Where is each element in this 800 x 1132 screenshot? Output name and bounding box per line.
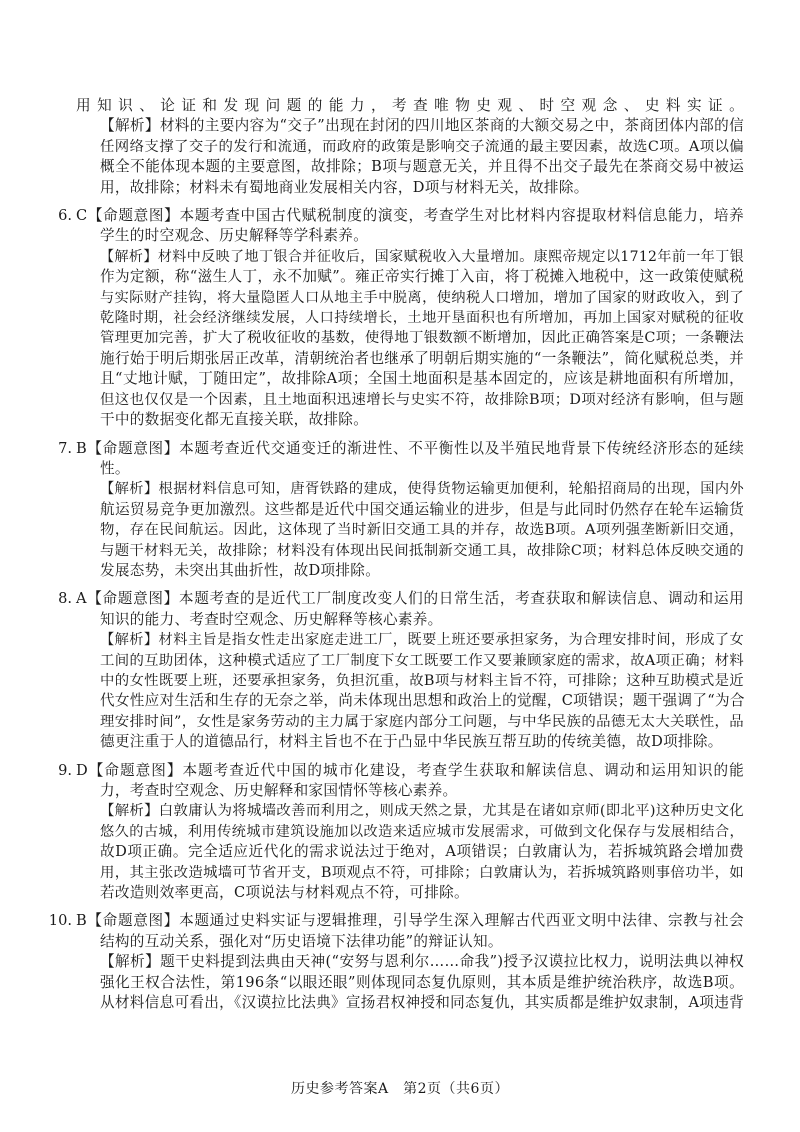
text-line: 但这也仅仅是一个因素，且土地面积迅速增长与史实不符，故排除B项；D项对经济有影响，但与题 — [100, 391, 744, 408]
text-line: A【命题意图】本题考查的是近代工厂制度改变人们的日常生活，考查获取和解读信息、调动和运用 — [76, 590, 744, 608]
text-line: 发展态势，未突出其曲折性，故D项排除。 — [100, 561, 381, 579]
intro-block — [76, 96, 744, 198]
question-9 — [58, 761, 744, 904]
text-line: 力，考查时空观念、历史解释和家国情怀等核心素养。 — [100, 782, 458, 799]
text-line: C【命题意图】本题考查中国古代赋税制度的演变，考查学生对比材料内容提取材料信息能力，培养 — [76, 207, 744, 225]
text-line: 【解析】材料的主要内容为“交子”出现在封闭的四川地区茶商的大额交易之中，茶商团体内部的信 — [100, 117, 744, 135]
text-line: 任网络支撑了交子的发行和流通，而政府的政策是影响交子流通的最主要因素，故选C项。A项以偏 — [100, 138, 744, 155]
text-line: B【命题意图】本题考查近代交通变迁的渐进性、不平衡性以及半殖民地背景下传统经济形态的延续 — [76, 439, 744, 457]
question-number: 6. — [58, 207, 72, 225]
text-line: D【命题意图】本题考查近代中国的城市化建设，考查学生获取和解读信息、调动和运用知识的能 — [76, 761, 744, 779]
page-footer: 历史参考答案A 第2页（共6页） — [291, 1081, 509, 1097]
text-line: 结构的互动关系，强化对“历史语境下法律功能”的辩证认知。 — [100, 932, 503, 950]
question-10 — [48, 911, 744, 1013]
text-line: 乾隆时期，社会经济继续发展，人口持续增长，土地开垦面积也有所增加，再加上国家对赋税的征收 — [100, 310, 744, 327]
text-line: 中的女性既要上班，还要承担家务，负担沉重，故B项与材料主旨不符，可排除；这种互助模式是近 — [100, 672, 744, 689]
text-line: 与题干材料无关，故排除；材料没有体现出民间抵制新交通工具，故排除C项；材料总体反映交通的 — [100, 542, 744, 559]
text-line: 概全不能体现本题的主要意图，故排除；B项与题意无关，并且得不出交子最先在茶商交易中被运 — [100, 158, 744, 176]
question-number: 7. — [58, 439, 72, 457]
text-line: 干中的数据变化都无直接关联，故排除。 — [100, 411, 369, 429]
text-line: 【解析】材料主旨是指女性走出家庭走进工厂，既要上班还要承担家务，为合理安排时间，形成了女 — [100, 632, 744, 649]
text-line: 若改造则效率更高，C项说法与材料观点不符，可排除。 — [100, 884, 469, 902]
text-line: 知识的能力、考查时空观念、历史解释等核心素养。 — [100, 610, 443, 628]
text-line: 【解析】白敦庸认为将城墙改善而利用之，则成天然之景，尤其是在诸如京师(即北平)这种历史文化 — [100, 803, 744, 820]
question-number: 9. — [58, 761, 72, 779]
text-line: 从材料信息可看出，《汉谟拉比法典》宣扬君权神授和同态复仇，其实质都是维护奴隶制，A项违背 — [100, 994, 744, 1012]
text-line: 悠久的古城，利用传统城市建筑设施加以改造来适应城市发展需求，可做到文化保存与发展相结合， — [100, 823, 744, 840]
text-line: 施行始于明后期张居正改革，清朝统治者也继承了明朝后期实施的“一条鞭法”，简化赋税总类，并 — [100, 349, 744, 367]
text-line: 【解析】根据材料信息可知，唐胥铁路的建成，使得货物运输更加便利，轮船招商局的出现，国内外 — [100, 481, 744, 498]
text-line: 学生的时空观念、历史解释等学科素养。 — [100, 227, 369, 245]
text-line: 工间的互助团体，这种模式适应了工厂制度下女工既要工作又要兼顾家庭的需求，故A项正确；材料 — [100, 652, 744, 669]
text-line: 代女性应对生活和生存的无奈之举，尚未体现出思想和政治上的觉醒，C项错误；题干强调了“为合 — [100, 692, 745, 710]
text-line: 性。 — [100, 459, 130, 477]
text-line: 航运贸易竞争更加激烈。这些都是近代中国交通运输业的进步，但是与此同时仍然存在轮车运输货 — [100, 500, 744, 518]
text-line: 且“丈地计赋，丁随田定”，故排除A项；全国土地面积是基本固定的，应该是耕地面积有所增加， — [100, 370, 744, 388]
text-line: 与实际财产挂钩，将大量隐匿人口从地主手中脱离，使纳税人口增加，增加了国家的财政收入，到了 — [100, 289, 744, 306]
text-line: 管理更加完善，扩大了税收征收的基数，使得地丁银数额不断增加，因此正确答案是C项；一条鞭法 — [100, 330, 744, 347]
text-line: 德更注重于人的道德品行，材料主旨也不在于凸显中华民族互帮互助的传统美德，故D项排除。 — [100, 733, 723, 751]
question-7 — [58, 439, 744, 582]
question-6 — [58, 206, 744, 430]
text-line: 理安排时间”，女性是家务劳动的主力属于家庭内部分工问题，与中华民族的品德无太大关联性，品 — [100, 713, 744, 730]
text-line: 用知识、论证和发现问题的能力，考查唯物史观、时空观念、史料实证。 — [76, 97, 744, 114]
text-line: 用，故排除；材料未有蜀地商业发展相关内容，D项与材料无关，故排除。 — [100, 178, 589, 196]
text-line: 【解析】题干史料提到法典由天神(“安努与恩利尔……命我”)授予汉谟拉比权力，说明法典以神权 — [100, 953, 744, 971]
text-line: 【解析】材料中反映了地丁银合并征收后，国家赋税收入大量增加。康熙帝规定以1712年前一年丁银 — [100, 248, 744, 265]
answer-content — [48, 96, 745, 1013]
text-line: 作为定额，称“滋生人丁，永不加赋”。雍正帝实行摊丁入亩，将丁税摊入地税中，这一政策使赋税 — [100, 268, 744, 286]
question-number: 8. — [58, 590, 72, 608]
text-line: 物，存在民间航运。因此，这体现了当时新旧交通工具的并存，故选B项。A项列强垄断新旧交通， — [100, 522, 744, 539]
question-8 — [58, 589, 745, 752]
text-line: 用，其主张改造城墙可节省开支，B项观点不符，可排除；白敦庸认为，若拆城筑路则事倍功半，如 — [100, 864, 744, 881]
text-line: B【命题意图】本题通过史料实证与逻辑推理，引导学生深入理解古代西亚文明中法律、宗教与社会 — [76, 912, 744, 930]
question-number: 10. — [48, 912, 72, 930]
text-line: 强化王权合法性，第196条“以眼还眼”则体现同态复仇原则，其本质是维护统治秩序，故选B项。 — [100, 973, 744, 991]
text-line: 故D项正确。完全适应近代化的需求说法过于绝对，A项错误；白敦庸认为，若拆城筑路会增加费 — [100, 843, 744, 861]
